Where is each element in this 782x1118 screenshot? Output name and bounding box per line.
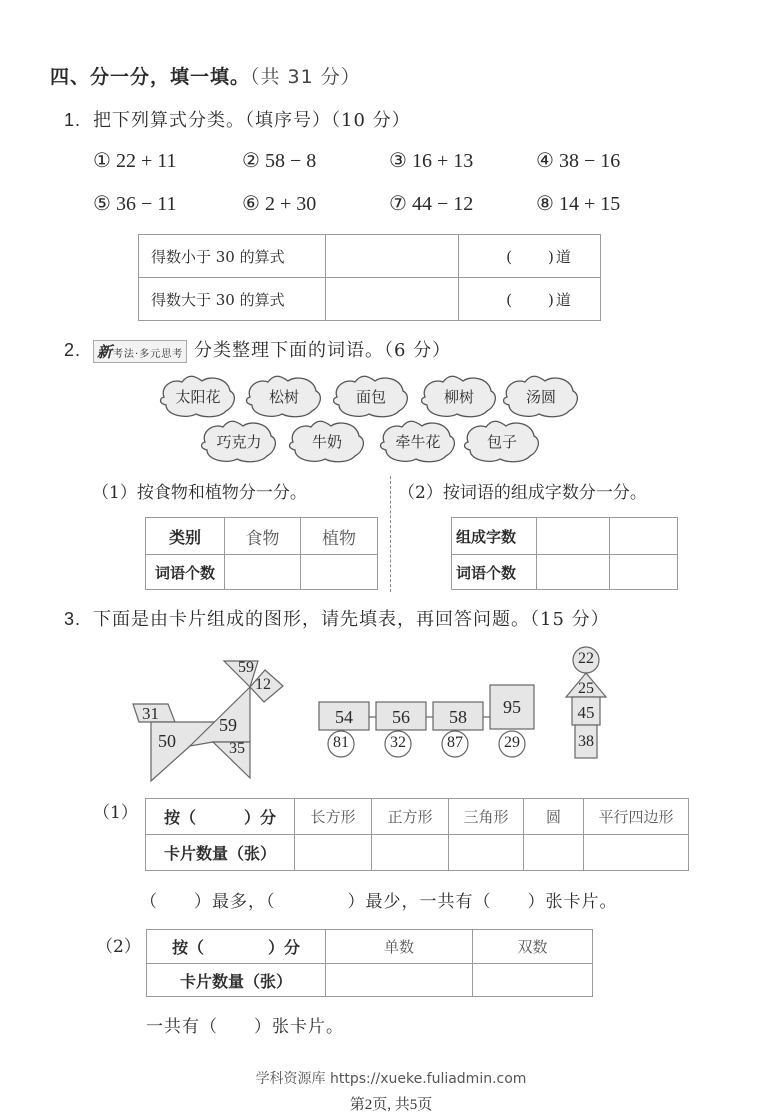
table-row bbox=[146, 799, 689, 835]
card-number: 45 bbox=[577, 703, 595, 722]
q1-number: 1. bbox=[64, 110, 82, 130]
answer-cell[interactable] bbox=[372, 835, 449, 871]
card-number: 59 bbox=[238, 659, 254, 676]
header-cell[interactable]: 按（ ）分 bbox=[146, 799, 295, 835]
card-number: 38 bbox=[578, 733, 594, 750]
card-number: 22 bbox=[578, 650, 594, 667]
card-number: 25 bbox=[578, 680, 594, 697]
expression-item: ③ 16 + 13 bbox=[389, 150, 474, 172]
word-card: 牛奶 bbox=[311, 433, 342, 451]
card-number: 35 bbox=[229, 740, 245, 757]
q2-part2-title: （2）按词语的组成字数分一分。 bbox=[398, 483, 647, 503]
header-cell: 正方形 bbox=[372, 799, 449, 835]
word-card: 柳树 bbox=[443, 388, 474, 406]
word-card: 包子 bbox=[486, 433, 517, 451]
table-row bbox=[147, 930, 593, 964]
card-number: 58 bbox=[449, 707, 467, 727]
section-title-text: 四、分一分，填一填。 bbox=[50, 66, 251, 88]
q3-part2-label: （2） bbox=[96, 937, 141, 957]
page-number: 第2页, 共5页 bbox=[349, 1097, 433, 1113]
header-cell: 双数 bbox=[473, 930, 593, 964]
expression-item: ⑥ 2 + 30 bbox=[242, 193, 317, 215]
header-cell: 类别 bbox=[146, 518, 225, 555]
word-card: 牵牛花 bbox=[395, 433, 441, 451]
header-cell: 三角形 bbox=[449, 799, 524, 835]
q3-number: 3. bbox=[64, 609, 82, 629]
word-card: 巧克力 bbox=[216, 433, 262, 451]
count-cell[interactable]: ( )道 bbox=[459, 278, 601, 321]
q2-part1-title: （1）按食物和植物分一分。 bbox=[92, 483, 307, 503]
row-label: 卡片数量（张） bbox=[147, 964, 326, 997]
word-card: 太阳花 bbox=[175, 388, 221, 406]
card-number: 59 bbox=[219, 715, 237, 735]
answer-cell[interactable] bbox=[326, 964, 473, 997]
header-cell[interactable]: 按（ ）分 bbox=[147, 930, 326, 964]
header-cell: 长方形 bbox=[295, 799, 372, 835]
q1-title-text: 把下列算式分类。（填序号）（10 分） bbox=[93, 110, 411, 131]
card-number: 12 bbox=[255, 676, 271, 693]
card-number: 54 bbox=[335, 707, 353, 727]
section-points: （共 31 分） bbox=[250, 66, 361, 88]
count-cell[interactable]: ( )道 bbox=[459, 235, 601, 278]
card-number: 50 bbox=[158, 731, 176, 751]
card-number: 81 bbox=[333, 734, 349, 751]
word-card: 汤圆 bbox=[525, 388, 556, 406]
expression-item: ⑧ 14 + 15 bbox=[536, 193, 621, 215]
card-number: 29 bbox=[504, 734, 520, 751]
card-number: 56 bbox=[392, 707, 410, 727]
expression-item: ⑦ 44 − 12 bbox=[389, 193, 474, 215]
q3-part1-table bbox=[145, 798, 689, 871]
q3-title-text: 下面是由卡片组成的图形，请先填表，再回答问题。（15 分） bbox=[93, 609, 610, 630]
answer-cell[interactable] bbox=[295, 835, 372, 871]
footer-watermark: 学科资源库 https://xueke.fuliadmin.com bbox=[255, 1071, 527, 1087]
header-cell: 食物 bbox=[225, 518, 301, 555]
word-card: 面包 bbox=[355, 388, 386, 406]
answer-cell[interactable] bbox=[584, 835, 689, 871]
q3-part1-label: （1） bbox=[93, 803, 138, 823]
header-cell: 单数 bbox=[326, 930, 473, 964]
row-label: 得数大于 30 的算式 bbox=[139, 278, 326, 321]
card-number: 87 bbox=[447, 734, 463, 751]
answer-cell[interactable] bbox=[524, 835, 584, 871]
q3-part2-table bbox=[146, 929, 593, 997]
card-number: 95 bbox=[503, 697, 521, 717]
header-cell: 植物 bbox=[301, 518, 378, 555]
q2-title-text: 分类整理下面的词语。（6 分） bbox=[193, 340, 452, 361]
row-label: 卡片数量（张） bbox=[146, 835, 295, 871]
q3-part1-sentence[interactable]: （ ）最多，（ ）最少，一共有（ ）张卡片。 bbox=[140, 892, 618, 912]
row-label: 词语个数 bbox=[452, 555, 537, 590]
table-row bbox=[146, 835, 689, 871]
expression-item: ② 58 − 8 bbox=[242, 150, 317, 172]
header-cell: 平行四边形 bbox=[584, 799, 689, 835]
expression-item: ① 22 + 11 bbox=[93, 150, 177, 172]
q3-part2-sentence[interactable]: 一共有（ ）张卡片。 bbox=[146, 1017, 344, 1037]
row-label: 组成字数 bbox=[452, 518, 537, 555]
word-card: 松树 bbox=[268, 388, 299, 406]
expression-item: ④ 38 − 16 bbox=[536, 150, 621, 172]
answer-cell[interactable] bbox=[473, 964, 593, 997]
row-label: 词语个数 bbox=[146, 555, 225, 590]
row-label: 得数小于 30 的算式 bbox=[139, 235, 326, 278]
expression-item: ⑤ 36 − 11 bbox=[93, 193, 177, 215]
answer-cell[interactable] bbox=[449, 835, 524, 871]
card-number: 32 bbox=[390, 734, 406, 751]
header-cell: 圆 bbox=[524, 799, 584, 835]
q2-number: 2. bbox=[64, 340, 82, 360]
table-row bbox=[147, 964, 593, 997]
card-number: 31 bbox=[142, 704, 159, 723]
new-exam-badge: 新考法·多元思考 bbox=[93, 340, 187, 363]
